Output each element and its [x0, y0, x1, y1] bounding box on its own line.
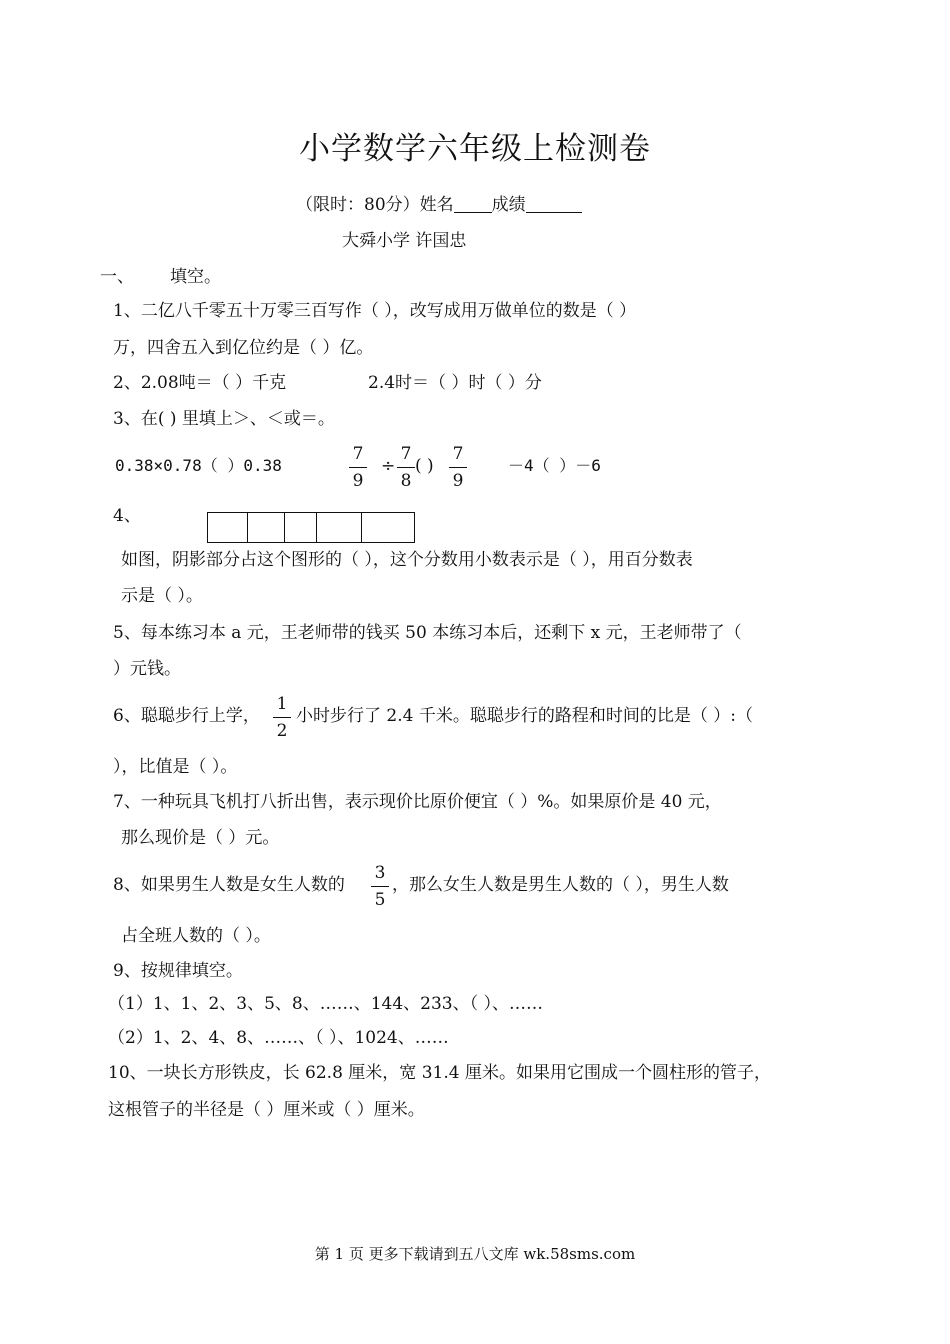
fraction-denominator: 9 [452, 471, 464, 491]
fraction-denominator: 8 [400, 471, 412, 491]
time-limit-name-label: （限时：80分）姓名 [296, 195, 454, 215]
question-6-before: 6、聪聪步行上学， [113, 706, 260, 726]
grid-cell [285, 513, 317, 542]
question-10-line-1: 10、一块长方形铁皮，长 62.8 厘米，宽 31.4 厘米。如果用它围成一个圆柱形的管子， [108, 1063, 771, 1083]
fraction-bar [349, 467, 367, 468]
fraction-bar [371, 886, 389, 887]
name-blank [454, 194, 492, 213]
fraction-numerator: 7 [400, 444, 412, 464]
fraction-bar [273, 717, 291, 718]
shape-grid [207, 512, 415, 543]
fraction-denominator: 5 [374, 890, 386, 910]
fraction-numerator: 1 [276, 694, 288, 714]
author-line: 大舜小学 许国忠 [342, 231, 467, 251]
page-footer: 第 1 页 更多下载请到五八文库 wk.58sms.com [314, 1245, 636, 1263]
question-10-line-2: 这根管子的半径是（ ）厘米或（ ）厘米。 [108, 1100, 425, 1120]
question-4-number: 4、 [113, 506, 141, 526]
fraction-bar [397, 467, 415, 468]
fraction-1-2 [272, 694, 292, 741]
fraction-7-8 [396, 444, 416, 491]
compare-paren: ( ) [415, 456, 434, 476]
fraction-bar [449, 467, 467, 468]
question-3-expr-3: －4（ ）－6 [508, 456, 601, 475]
question-4-line-2: 示是（ ）。 [121, 586, 203, 606]
question-1-line-2: 万，四舍五入到亿位约是（ ）亿。 [113, 338, 374, 358]
question-4-line-1: 如图，阴影部分占这个图形的（ ），这个分数用小数表示是（ ），用百分数表 [121, 550, 693, 570]
page-title: 小学数学六年级上检测卷 [299, 131, 651, 167]
grid-cell [317, 513, 362, 542]
divide-sign: ÷ [381, 456, 396, 476]
grid-cell [208, 513, 248, 542]
subtitle [296, 194, 582, 216]
fraction-numerator: 7 [352, 444, 364, 464]
fraction-7-9-b [448, 444, 468, 491]
question-8-before: 8、如果男生人数是女生人数的 [113, 875, 345, 895]
question-2-part-1: 2、2.08吨＝（ ）千克 [113, 373, 287, 393]
question-9-sub-2: （2）1、2、4、8、……、（ ）、1024、…… [108, 1028, 449, 1048]
question-9-sub-1: （1）1、1、2、3、5、8、……、144、233、（ ）、…… [108, 994, 544, 1014]
question-2-part-2: 2.4时＝（ ）时（ ）分 [368, 373, 542, 393]
question-5-line-1: 5、每本练习本 a 元，王老师带的钱买 50 本练习本后，还剩下 x 元，王老师带了（ [113, 623, 742, 643]
question-3-line-1: 3、在( ) 里填上＞、＜或＝。 [113, 409, 335, 429]
question-6-line-2: ），比值是（ ）。 [113, 757, 238, 777]
score-blank [526, 194, 582, 213]
question-6-after: 小时步行了 2.4 千米。聪聪步行的路程和时间的比是（ ）:（ [296, 706, 753, 726]
fraction-numerator: 3 [374, 863, 386, 883]
question-7-line-1: 7、一种玩具飞机打八折出售，表示现价比原价便宜（ ）%。如果原价是 40 元， [113, 792, 722, 812]
question-8-line-2: 占全班人数的（ ）。 [121, 926, 271, 946]
fraction-numerator: 7 [452, 444, 464, 464]
fraction-denominator: 9 [352, 471, 364, 491]
score-label: 成绩 [491, 195, 526, 215]
question-5-line-2: ）元钱。 [113, 659, 181, 679]
question-8-after: ，那么女生人数是男生人数的（ ），男生人数 [392, 875, 729, 895]
grid-cell [248, 513, 285, 542]
fraction-denominator: 2 [276, 721, 288, 741]
question-9-heading: 9、按规律填空。 [113, 961, 243, 981]
fraction-3-5 [370, 863, 390, 910]
question-3-expr-1: 0.38×0.78（ ）0.38 [115, 456, 282, 475]
fraction-7-9-a [348, 444, 368, 491]
question-1-line-1: 1、二亿八千零五十万零三百写作（ ），改写成用万做单位的数是（ ） [113, 301, 637, 321]
section-heading: 填空。 [170, 267, 221, 287]
question-7-line-2: 那么现价是（ ）元。 [121, 828, 280, 848]
section-number: 一、 [100, 267, 134, 287]
grid-cell [362, 513, 414, 542]
